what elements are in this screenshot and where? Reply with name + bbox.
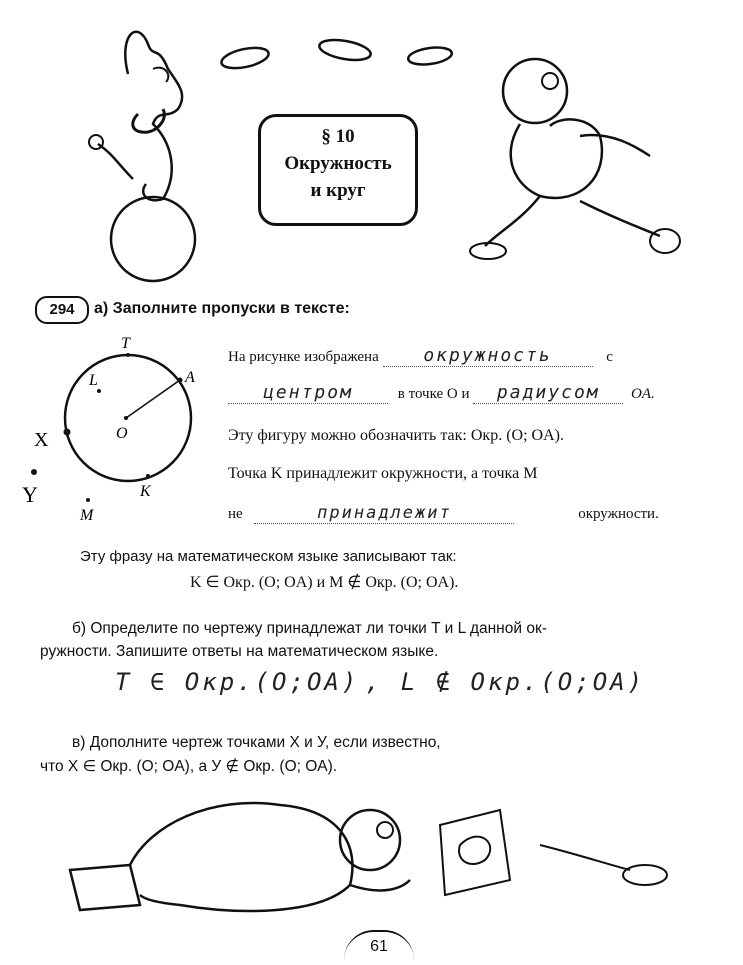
text-line-4: Точка K принадлежит окружности, а точка M	[228, 465, 538, 482]
answer-l: L ∉ Окр.(O;OA)	[400, 668, 646, 696]
text-line-2	[228, 382, 655, 404]
label-o: O	[116, 425, 128, 442]
running-boy-illustration	[460, 36, 690, 271]
point-l	[97, 389, 101, 393]
point-m	[86, 498, 90, 502]
fill-in-radius: радиусом	[473, 382, 623, 404]
answer-separator: ,	[365, 668, 383, 696]
notation-intro: Эту фразу на математическом языке записывают так:	[80, 548, 457, 565]
notation-formula: K ∈ Окр. (O; OA) и M ∉ Окр. (O; OA).	[190, 574, 459, 591]
text-line-3: Эту фигуру можно обозначить так: Окр. (O; OA).	[228, 427, 564, 444]
section-title-line2: и круг	[310, 180, 366, 201]
point-k	[146, 474, 150, 478]
part-b-text-1: б) Определите по чертежу принадлежат ли точки T и L данной ок-	[72, 620, 547, 637]
text-line-2-mid: в точке O и	[397, 386, 470, 402]
text-line-2-end: OA.	[631, 386, 655, 402]
part-c-text-2: что X ∈ Окр. (O; OA), а У ∉ Окр. (O; OA).	[40, 758, 338, 775]
label-y: Y	[22, 482, 38, 507]
text-line-1	[228, 345, 613, 367]
label-t: T	[121, 335, 130, 352]
label-a: A	[185, 369, 195, 386]
page-number: 61	[370, 938, 388, 955]
part-a-heading: а) Заполните пропуски в тексте:	[94, 300, 350, 317]
task-number-badge	[35, 296, 89, 324]
radius-oa	[126, 380, 180, 418]
point-o	[124, 416, 128, 420]
point-x	[64, 429, 71, 436]
point-y	[31, 469, 37, 475]
circle-figure	[20, 330, 220, 530]
label-k: K	[140, 483, 151, 500]
answer-t: T ∈ Окр.(O;OA)	[115, 668, 360, 696]
fill-in-center: центром	[228, 382, 388, 404]
part-c-text-1: в) Дополните чертеж точками X и У, если известно,	[72, 734, 441, 751]
dog-on-ball-illustration	[78, 14, 228, 284]
section-number: § 10	[321, 126, 355, 147]
task-number: 294	[49, 301, 75, 318]
text-line-1-end: с	[606, 349, 613, 365]
text-line-5	[228, 503, 659, 524]
label-m: M	[80, 507, 94, 524]
point-t	[126, 353, 130, 357]
text-line-1-start: На рисунке изображена	[228, 349, 379, 365]
label-x: X	[34, 429, 49, 451]
part-b-answers	[115, 668, 645, 696]
point-a	[178, 378, 183, 383]
flying-rings-illustration	[215, 18, 465, 78]
section-title-box	[258, 114, 418, 226]
label-l: L	[89, 372, 98, 389]
text-line-5-start: не	[228, 506, 243, 522]
text-line-5-end: окружности.	[578, 506, 659, 522]
crawling-man-illustration	[60, 785, 700, 935]
fill-in-circle: окружность	[383, 345, 593, 367]
part-b-text-2: ружности. Запишите ответы на математическом языке.	[40, 643, 439, 660]
fill-in-not-belongs: принадлежит	[254, 503, 514, 524]
section-title-line1: Окружность	[284, 153, 392, 174]
